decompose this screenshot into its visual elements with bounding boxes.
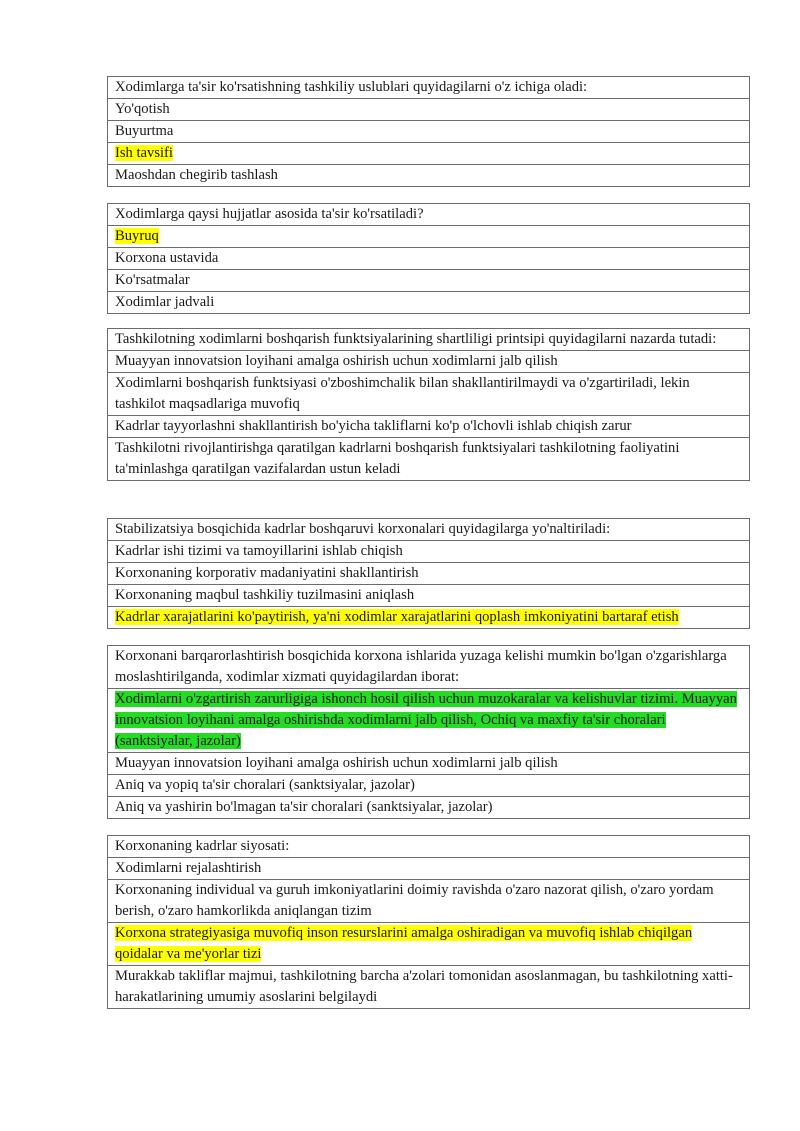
question-table-6 [107, 835, 750, 1009]
highlight-green: Xodimlarni o'zgartirish zarurligiga ishonch hosil qilish uchun muzokaralar va kelishuvlar tizimi. Muayyan innovatsion loyihani amalga oshirishda xodimlarni jalb qilish, Ochiq va maxfiy ta'sir choralari (sanktsiyalar, jazolar) [115, 691, 737, 749]
answer-option: Aniq va yashirin bo'lmagan ta'sir choralari (sanktsiyalar, jazolar) [115, 799, 493, 815]
question-text: Stabilizatsiya bosqichida kadrlar boshqaruvi korxonalari quyidagilarga yo'naltiriladi: [108, 519, 749, 541]
answer-option: Buyurtma [108, 121, 749, 143]
answer-option-highlighted [108, 689, 749, 753]
answer-option: Muayyan innovatsion loyihani amalga oshirish uchun xodimlarni jalb qilish [108, 351, 749, 373]
answer-option: Ko'rsatmalar [108, 270, 749, 292]
highlight-yellow: Buyruq [115, 228, 159, 244]
question-table-5 [107, 645, 750, 819]
question-table-3 [107, 328, 750, 481]
answer-option: Korxona ustavida [108, 248, 749, 270]
answer-option: Muayyan innovatsion loyihani amalga oshirish uchun xodimlarni jalb qilish [108, 753, 749, 775]
answer-option-highlighted [108, 226, 749, 248]
answer-option-highlighted [108, 607, 749, 628]
answer-option: Yo'qotish [108, 99, 749, 121]
answer-option: Kadrlar tayyorlashni shakllantirish bo'yicha takliflarni ko'p o'lchovli ishlab chiqish zarur [108, 416, 749, 438]
answer-option: Kadrlar ishi tizimi va tamoyillarini ishlab chiqish [108, 541, 749, 563]
answer-option: Xodimlarni boshqarish funktsiyasi o'zboshimchalik bilan shakllantirilmaydi va o'zgartiriladi, lekin tashkilot maqsadlariga muvofiq [108, 373, 749, 416]
answer-option: Korxonaning korporativ madaniyatini shakllantirish [108, 563, 749, 585]
highlight-yellow: Kadrlar xarajatlarini ko'paytirish, ya'ni xodimlar xarajatlarini qoplash imkoniyatini bartaraf etish [115, 609, 679, 625]
answer-option: Maoshdan chegirib tashlash [115, 167, 278, 183]
answer-option: Korxonaning individual va guruh imkoniyatlarini doimiy ravishda o'zaro nazorat qilish, o'zaro yordam berish, o'zaro hamkorlikda aniqlangan tizim [108, 880, 749, 923]
highlight-yellow: Korxona strategiyasiga muvofiq inson resurslarini amalga oshiradigan va muvofiq ishlab chiqilgan qoidalar va me'yorlar tizi [115, 925, 693, 962]
answer-option: Murakkab takliflar majmui, tashkilotning barcha a'zolari tomonidan asoslanmagan, bu tashkilotning xatti-harakatlarining umumiy asoslarini belgilaydi [115, 968, 733, 1005]
answer-option-highlighted [108, 143, 749, 165]
question-text: Tashkilotning xodimlarni boshqarish funktsiyalarining shartliligi printsipi quyidagilarni nazarda tutadi: [108, 329, 749, 351]
question-text: Xodimlarga ta'sir ko'rsatishning tashkiliy uslublari quyidagilarni o'z ichiga oladi: [108, 77, 749, 99]
answer-option: Tashkilotni rivojlantirishga qaratilgan kadrlarni boshqarish funktsiyalari tashkilotning faoliyatini ta'minlashga qaratilgan vazifalardan ustun keladi [115, 440, 680, 477]
answer-option: Aniq va yopiq ta'sir choralari (sanktsiyalar, jazolar) [108, 775, 749, 797]
question-table-4 [107, 518, 750, 629]
question-table-2 [107, 203, 750, 314]
highlight-yellow: Ish tavsifi [115, 145, 173, 161]
question-text: Korxonani barqarorlashtirish bosqichida korxona ishlarida yuzaga kelishi mumkin bo'lgan o'zgarishlarga moslashtirilganda, xodimlar xizmati quyidagilardan iborat: [108, 646, 749, 689]
answer-option-highlighted [108, 923, 749, 966]
question-table-1 [107, 76, 750, 187]
answer-option: Xodimlarni rejalashtirish [108, 858, 749, 880]
question-text: Korxonaning kadrlar siyosati: [108, 836, 749, 858]
question-text: Xodimlarga qaysi hujjatlar asosida ta'sir ko'rsatiladi? [108, 204, 749, 226]
answer-option: Xodimlar jadvali [115, 294, 215, 310]
answer-option: Korxonaning maqbul tashkiliy tuzilmasini aniqlash [108, 585, 749, 607]
